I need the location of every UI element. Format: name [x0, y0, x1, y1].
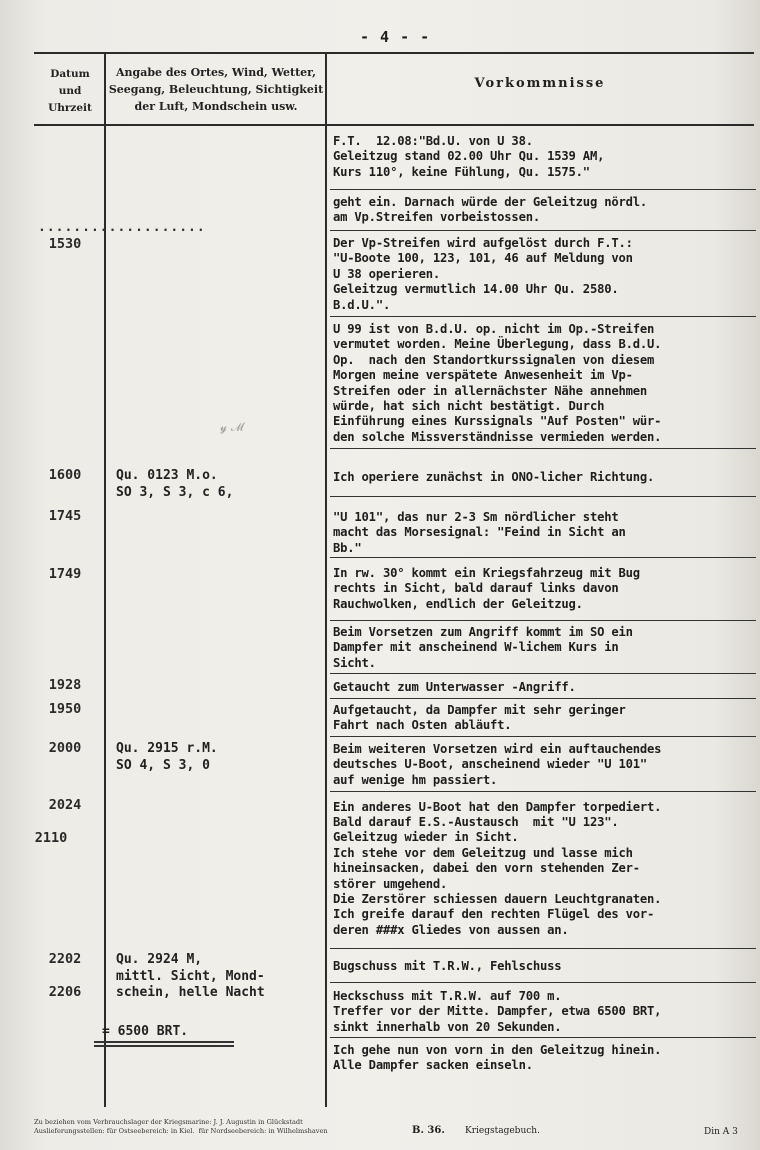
footer-title: Kriegstagebuch. [465, 1126, 540, 1136]
entry-separator [330, 982, 756, 983]
place-column-divider [325, 52, 327, 1107]
footer-supplier-note: Zu beziehen vom Verbrauchslager der Kriegsmarine: J. J. Augustin in Glückstadt Auslieferungsstellen: für Ostseebereich: in Kiel. für Nordseebereich: in Wilhelmshaven [34, 1118, 328, 1135]
entry-time: 1530 [48, 236, 82, 252]
entry-text: "U 101", das nur 2-3 Sm nördlicher steht macht das Morsesignal: "Feind in Sicht an Bb." [333, 510, 626, 555]
header-place-line-2: Seegang, Beleuchtung, Sichtigkeit [108, 83, 324, 96]
dotted-leader: ................... [38, 220, 206, 235]
header-date-line-2: und [58, 85, 82, 97]
page-number: - 4 - - [360, 28, 431, 46]
entry-text: In rw. 30° kommt ein Kriegsfahrzeug mit Bug rechts in Sicht, bald darauf links davon Rauchwolken, endlich der Geleitzug. [333, 566, 640, 611]
entry-time: 1749 [48, 566, 82, 582]
header-events: Vorkommnisse [474, 76, 606, 91]
header-date-line-3: Uhrzeit [48, 102, 92, 114]
entry-time: 2202 [48, 951, 82, 967]
table-top-border [34, 52, 754, 54]
entry-text: F.T. 12.08:"Bd.U. von U 38. Geleitzug stand 02.00 Uhr Qu. 1539 AM, Kurs 110°, keine Fühlung, Qu. 1575." [333, 134, 605, 179]
header-bottom-border [34, 124, 754, 126]
entry-text: Beim weiteren Vorsetzen wird ein auftauchendes deutsches U-Boot, anscheinend wieder "U 101" auf wenige hm passiert. [333, 742, 662, 787]
entry-text: Der Vp-Streifen wird aufgelöst durch F.T.: "U-Boote 100, 123, 101, 46 auf Meldung von U 38 operieren. Geleitzug vermutlich 14.00 Uhr Qu. 2580. B.d.U.". [333, 236, 633, 312]
entry-separator [330, 698, 756, 699]
handwritten-mark: 𝓎 ℳ [220, 420, 245, 434]
entry-text: Bugschuss mit T.R.W., Fehlschuss [333, 959, 562, 973]
entry-time: 2110 [34, 830, 68, 846]
summary-underline [94, 1041, 234, 1043]
entry-text: Bald darauf E.S.-Austausch mit "U 123". Geleitzug wieder in Sicht. Ich stehe vor dem Geleitzug und lasse mich hineinsacken, dabei den vorn stehenden Zer- störer umgehend. Die Zerstörer schiessen dauern Leuchtgranaten. Ich greife darauf den rechten Flügel des vor- deren ###x Gliedes von aussen an. [333, 815, 662, 937]
footer-form-number: B. 36. [412, 1125, 445, 1136]
entry-separator [330, 448, 756, 449]
date-column-divider [104, 52, 106, 1107]
header-place-line-1: Angabe des Ortes, Wind, Wetter, [115, 66, 317, 79]
entry-text: U 99 ist von B.d.U. op. nicht im Op.-Streifen vermutet worden. Meine Überlegung, dass B.d.U. Op. nach den Standortkurssignalen von diesem Morgen meine verspätete Anwesenheit im Vp- Streifen oder in allernächster Nähe annehmen würde, hat sich nicht bestätigt. Durch Einführung eines Kurssignals "Auf Posten" wür- den solche Missverständnisse vermieden werden. [333, 322, 662, 444]
entry-separator [330, 948, 756, 949]
entry-time: 1950 [48, 701, 82, 717]
footer-din-size: Din A 3 [704, 1127, 738, 1137]
tonnage-summary: = 6500 BRT. [102, 1024, 189, 1039]
entry-time: 2024 [48, 797, 82, 813]
entry-separator [330, 557, 756, 558]
summary-underline [94, 1045, 234, 1047]
entry-separator [330, 1037, 756, 1038]
entry-separator [330, 189, 756, 190]
entry-text: Beim Vorsetzen zum Angriff kommt im SO ein Dampfer mit anscheinend W-lichem Kurs in Sicht. [333, 625, 633, 670]
entry-separator [330, 791, 756, 792]
entry-separator [330, 496, 756, 497]
entry-time: 2206 [48, 984, 82, 1000]
header-place-weather [107, 64, 325, 115]
entry-place: Qu. 2915 r.M. SO 4, S 3, 0 [116, 741, 218, 773]
entry-place: Qu. 0123 M.o. SO 3, S 3, c 6, [116, 468, 234, 500]
entry-time: 1600 [48, 467, 82, 483]
entry-time: 1928 [48, 677, 82, 693]
entry-separator [330, 230, 756, 231]
entry-time: 2000 [48, 740, 82, 756]
header-date-line-1: Datum [50, 68, 90, 80]
entry-text: Ich gehe nun von vorn in den Geleitzug hinein. Alle Dampfer sacken einseln. [333, 1043, 662, 1073]
header-date-time [36, 66, 104, 117]
entry-place: Qu. 2924 M, mittl. Sicht, Mond- schein, helle Nacht [116, 952, 265, 1000]
entry-text: Aufgetaucht, da Dampfer mit sehr geringer Fahrt nach Osten abläuft. [333, 703, 626, 733]
entry-separator [330, 673, 756, 674]
header-place-line-3: der Luft, Mondschein usw. [134, 100, 298, 113]
entry-separator [330, 316, 756, 317]
entry-separator [330, 620, 756, 621]
entry-time: 1745 [48, 508, 82, 524]
entry-text: geht ein. Darnach würde der Geleitzug nördl. am Vp.Streifen vorbeistossen. [333, 195, 648, 225]
entry-text: Ich operiere zunächst in ONO-licher Richtung. [333, 470, 655, 484]
entry-text: Getaucht zum Unterwasser -Angriff. [333, 680, 576, 694]
entry-text: Ein anderes U-Boot hat den Dampfer torpediert. [333, 800, 662, 814]
entry-separator [330, 736, 756, 737]
entry-text: Heckschuss mit T.R.W. auf 700 m. Treffer vor der Mitte. Dampfer, etwa 6500 BRT, sinkt innerhalb von 20 Sekunden. [333, 989, 662, 1034]
